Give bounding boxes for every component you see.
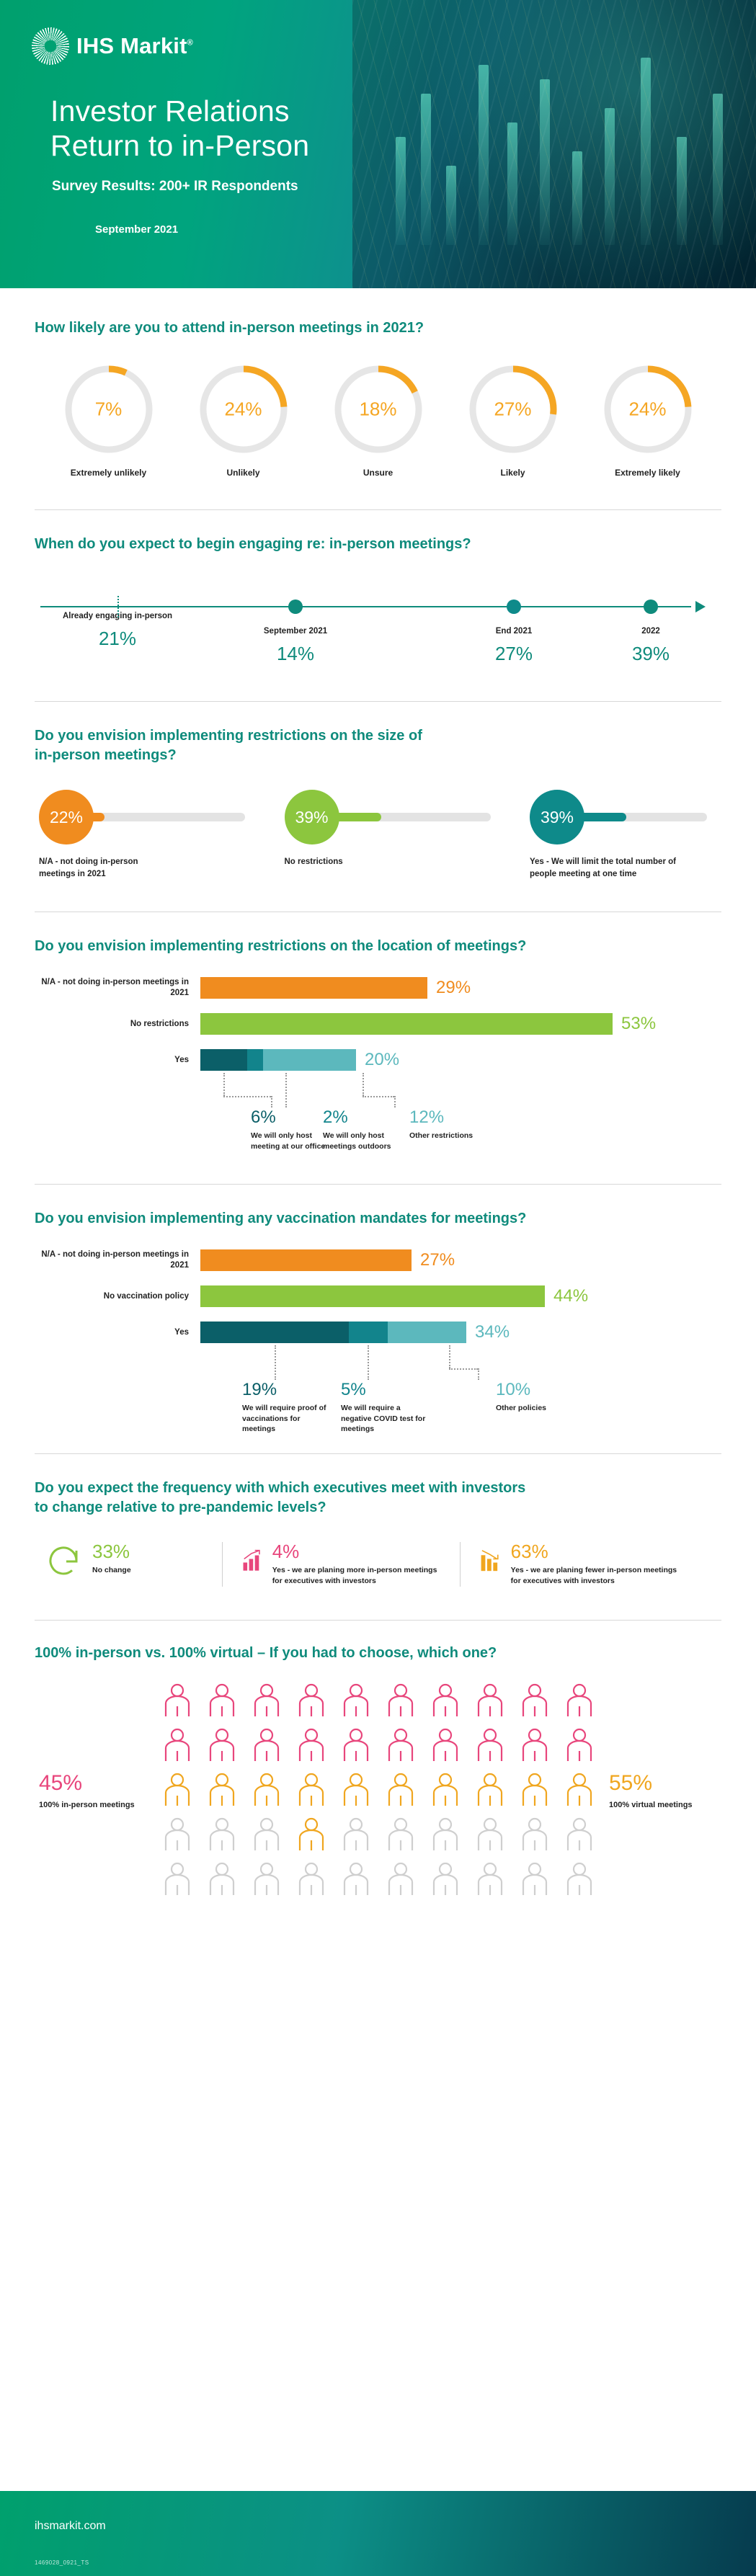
timeline-point [597,583,705,665]
person-icon-amber-outline [470,1771,510,1811]
person-icon-amber-outline [291,1771,332,1811]
person-icon-grey-outline [425,1816,466,1856]
subnote-connector [271,1096,272,1107]
timeline-value: 39% [631,643,670,664]
q7-right-label: 100% virtual meetings [609,1801,693,1810]
person-icon-amber-outline [559,1771,600,1811]
bar-wrap [200,977,721,999]
gauge-item [588,362,707,478]
bar-chart-up-icon [241,1542,262,1579]
gauge-label: Extremely unlikely [70,468,147,478]
refresh-icon [45,1542,82,1579]
header-photo [352,0,756,288]
person-icon-amber-outline [202,1771,242,1811]
q7-right-stat [609,1771,717,1811]
bar [200,1322,466,1343]
circle-value-badge [285,790,339,844]
q4-question: Do you envision implementing restrictions on the location of meetings? [35,938,527,955]
brand-wordmark [76,33,193,59]
subnote [323,1107,406,1151]
circle-value: 39% [295,807,329,826]
person-icon-pink-outline [470,1726,510,1767]
subnote-text: Other restrictions [409,1131,473,1141]
person-icon-grey-outline [202,1816,242,1856]
header-banner [0,0,756,288]
bar-row [35,1047,721,1073]
subnote-text: We will only host meeting at our office [251,1131,326,1151]
person-icon-pink-outline [291,1682,332,1722]
bar-row [35,1247,721,1273]
q3-question [35,726,721,765]
circle-label: N/A - not doing in-person meetings in 2021 [39,857,138,878]
q3-circle-row [35,790,721,880]
subnote [496,1380,575,1413]
gauge-ring [197,362,290,456]
subnote-value: 19% [242,1380,277,1400]
bar-wrap [200,1013,721,1035]
person-icon-amber-outline [157,1771,197,1811]
freq-text: Yes - we are planing more in-person meetings for executives with investors [272,1566,437,1586]
page-title-line1: Investor Relations [50,94,290,128]
bar-value: 53% [621,1014,657,1034]
gauge-ring [332,362,425,456]
person-icon-amber-outline [425,1771,466,1811]
freq-stat [35,1542,222,1579]
q7-left-stat [39,1771,147,1811]
bar-row [35,975,721,1001]
bar-segment-other [263,1049,356,1071]
bar-row [35,1011,721,1037]
subnote-connector [449,1345,450,1368]
subnote [242,1380,329,1434]
bar-segment-host-office [200,1049,247,1071]
person-icon-pink-outline [425,1682,466,1722]
person-icon-grey-outline [470,1816,510,1856]
bar-segment [200,977,427,999]
bar-row [35,1319,721,1345]
ihs-markit-logo [32,27,193,65]
bar [200,1013,613,1035]
bar-segment-other [388,1322,466,1343]
circle-value: 22% [49,807,84,826]
bar-category: Yes [174,1055,189,1064]
subnote-text: We will require proof of vaccinations for meetings [242,1404,326,1433]
bar-segment-proof-vaccination [200,1322,349,1343]
subnote [341,1380,431,1434]
person-icon-pink-outline [336,1682,376,1722]
gauge-label: Extremely likely [615,468,680,478]
person-icon-grey-outline [246,1860,287,1901]
publication-date: September 2021 [95,223,179,236]
timeline-point [460,583,568,665]
q4-bar-chart [35,975,721,1073]
bar-segment [200,1249,412,1271]
person-icon-grey-outline [291,1860,332,1901]
gauge-item [49,362,168,478]
person-icon-grey-outline [336,1860,376,1901]
gauge-value: 7% [94,398,123,420]
circle-label: No restrictions [284,857,343,866]
freq-stat [222,1542,460,1586]
circle-value-badge [530,790,584,844]
people-grid [157,1682,600,1901]
timeline-value: 27% [494,643,533,664]
bar [200,1249,412,1271]
q7-left-value: 45% [39,1771,83,1796]
timeline-label: End 2021 [495,627,533,636]
person-icon-amber-outline [381,1771,421,1811]
subnote [409,1107,489,1141]
subnote-text: We will require a negative COVID test for meetings [341,1404,426,1433]
q5-bar-chart [35,1247,721,1345]
subnote-text: Other policies [496,1404,547,1413]
person-icon-pink-outline [336,1726,376,1767]
section-q1 [0,288,756,478]
bar [200,977,427,999]
person-icon-grey-outline [157,1816,197,1856]
person-icon-grey-outline [381,1816,421,1856]
timeline-value: 21% [98,628,137,649]
subnote-connector [394,1096,396,1107]
footer-url[interactable]: ihsmarkit.com [35,2520,106,2532]
subnote-connector [363,1073,364,1096]
gauge-value: 18% [359,398,397,420]
gauge-ring [466,362,560,456]
q5-question: Do you envision implementing any vaccination mandates for meetings? [35,1211,527,1227]
bar-wrap [200,1285,721,1307]
q7-people-chart [35,1682,721,1901]
bar-row [35,1283,721,1309]
footer-doc-code: 1469028_0921_TS [35,2559,89,2566]
circle-stat [530,790,717,880]
person-icon-pink-outline [291,1726,332,1767]
bar-value: 27% [420,1250,455,1270]
q6-stat-row [35,1542,721,1586]
person-icon-pink-outline [202,1682,242,1722]
timeline-point [231,583,360,665]
subnote-connector [285,1073,287,1107]
timeline-value: 14% [276,643,315,664]
gauge-item [453,362,572,478]
subnote-text: We will only host meetings outdoors [323,1131,391,1151]
freq-value: 63% [510,1541,548,1563]
person-icon-grey-outline [470,1860,510,1901]
gauge-value: 24% [628,398,667,420]
footer [0,2491,756,2576]
circle-value: 39% [540,807,574,826]
q7-left-label: 100% in-person meetings [39,1801,135,1810]
bar-category: N/A - not doing in-person meetings in 2021 [41,1249,189,1270]
person-icon-grey-outline [157,1860,197,1901]
section-q5 [0,1185,756,1463]
subnote-connector [223,1073,225,1096]
brand-registered-mark: ® [187,38,193,48]
bar-segment-outdoors [247,1049,263,1071]
gauge-value: 27% [494,398,532,420]
circle-label: Yes - We will limit the total number of people meeting at one time [530,857,676,878]
person-icon-grey-outline [425,1860,466,1901]
person-icon-grey-outline [336,1816,376,1856]
person-icon-amber-outline [246,1771,287,1811]
page-title [50,94,309,164]
circle-stat [39,790,255,880]
subnote-connector [368,1345,369,1380]
timeline-dot [288,600,303,614]
circle-value-badge [39,790,94,844]
person-icon-grey-outline [559,1860,600,1901]
person-icon-amber-outline [291,1816,332,1856]
bar-value: 29% [436,978,471,998]
person-icon-grey-outline [202,1860,242,1901]
q2-question: When do you expect to begin engaging re: in-person meetings? [35,536,471,552]
bar-category: N/A - not doing in-person meetings in 2021 [41,977,189,998]
freq-value: 33% [92,1541,130,1563]
person-icon-pink-outline [559,1726,600,1767]
person-icon-pink-outline [157,1682,197,1722]
subnote-value: 12% [409,1107,445,1128]
section-q4 [0,912,756,1191]
person-icon-amber-outline [515,1771,555,1811]
q3-question-line1: Do you envision implementing restrictions on the size of [35,728,422,744]
subnote-connector-h [223,1096,271,1097]
timeline-label: September 2021 [263,627,328,636]
timeline-point [35,583,200,650]
section-q7 [0,1621,756,1901]
bar-value: 20% [365,1050,400,1070]
timeline-label: Already engaging in-person [62,612,173,620]
person-icon-pink-outline [157,1726,197,1767]
person-icon-amber-outline [336,1771,376,1811]
q1-question: How likely are you to attend in-person meetings in 2021? [35,320,424,336]
bar-category: No restrictions [130,1019,189,1028]
person-icon-grey-outline [515,1816,555,1856]
ihs-markit-logo-icon [32,27,69,65]
gauge-label: Unlikely [226,468,260,478]
q7-question: 100% in-person vs. 100% virtual – If you had to choose, which one? [35,1644,497,1661]
gauge-label: Unsure [363,468,393,478]
brand-name: IHS Markit [76,33,187,58]
q4-subnotes [35,1083,721,1191]
person-icon-pink-outline [470,1682,510,1722]
timeline-dot [507,600,521,614]
person-icon-pink-outline [381,1682,421,1722]
subnote-connector [478,1368,479,1380]
page-subtitle: Survey Results: 200+ IR Respondents [52,179,298,194]
bar-wrap [200,1049,721,1071]
bar-segment [200,1013,613,1035]
q5-subnotes [35,1355,721,1463]
subnote-connector-h [449,1368,478,1370]
bar-segment-negative-test [349,1322,388,1343]
bar-category: Yes [174,1327,189,1337]
gauge-ring [601,362,695,456]
section-q6 [0,1454,756,1586]
subnote [251,1107,330,1151]
subnote-value: 6% [251,1107,276,1128]
bar-wrap [200,1249,721,1271]
person-icon-pink-outline [515,1682,555,1722]
person-icon-grey-outline [246,1816,287,1856]
gauge-item [184,362,303,478]
gauge-label: Likely [500,468,525,478]
freq-text: No change [92,1566,131,1575]
bar-value: 44% [553,1286,589,1306]
subnote-value: 5% [341,1380,366,1400]
q7-right-value: 55% [609,1771,653,1796]
bar-chart-down-icon [479,1542,501,1579]
bar [200,1285,545,1307]
person-icon-pink-outline [381,1726,421,1767]
timeline-label: 2022 [641,627,660,636]
person-icon-pink-outline [559,1682,600,1722]
person-icon-grey-outline [559,1816,600,1856]
q2-timeline [35,583,721,691]
gauge-ring [62,362,156,456]
q1-gauge-row [35,362,721,478]
timeline-dot [644,600,658,614]
person-icon-pink-outline [246,1682,287,1722]
freq-stat [460,1542,705,1586]
freq-value: 4% [272,1541,300,1563]
gauge-item [319,362,437,478]
subnote-value: 10% [496,1380,531,1400]
freq-text: Yes - we are planing fewer in-person meetings for executives with investors [510,1566,677,1586]
circle-stat [285,790,501,880]
gauge-value: 24% [224,398,262,420]
bar-category: No vaccination policy [103,1291,189,1301]
person-icon-pink-outline [246,1726,287,1767]
page-title-line2: Return to in-Person [50,129,310,163]
bar-value: 34% [475,1322,510,1342]
person-icon-grey-outline [381,1860,421,1901]
section-q3 [0,702,756,880]
person-icon-pink-outline [202,1726,242,1767]
q6-question-line2: to change relative to pre-pandemic levels? [35,1499,326,1516]
bar-wrap [200,1322,721,1343]
q6-question [35,1479,721,1517]
person-icon-grey-outline [515,1860,555,1901]
bar-segment [200,1285,545,1307]
subnote-connector-h [363,1096,394,1097]
subnote-connector [275,1345,276,1380]
person-icon-pink-outline [425,1726,466,1767]
q6-question-line1: Do you expect the frequency with which executives meet with investors [35,1480,526,1497]
subnote-value: 2% [323,1107,348,1128]
person-icon-pink-outline [515,1726,555,1767]
bar [200,1049,356,1071]
q3-question-line2: in-person meetings? [35,747,177,763]
section-q2 [0,510,756,691]
